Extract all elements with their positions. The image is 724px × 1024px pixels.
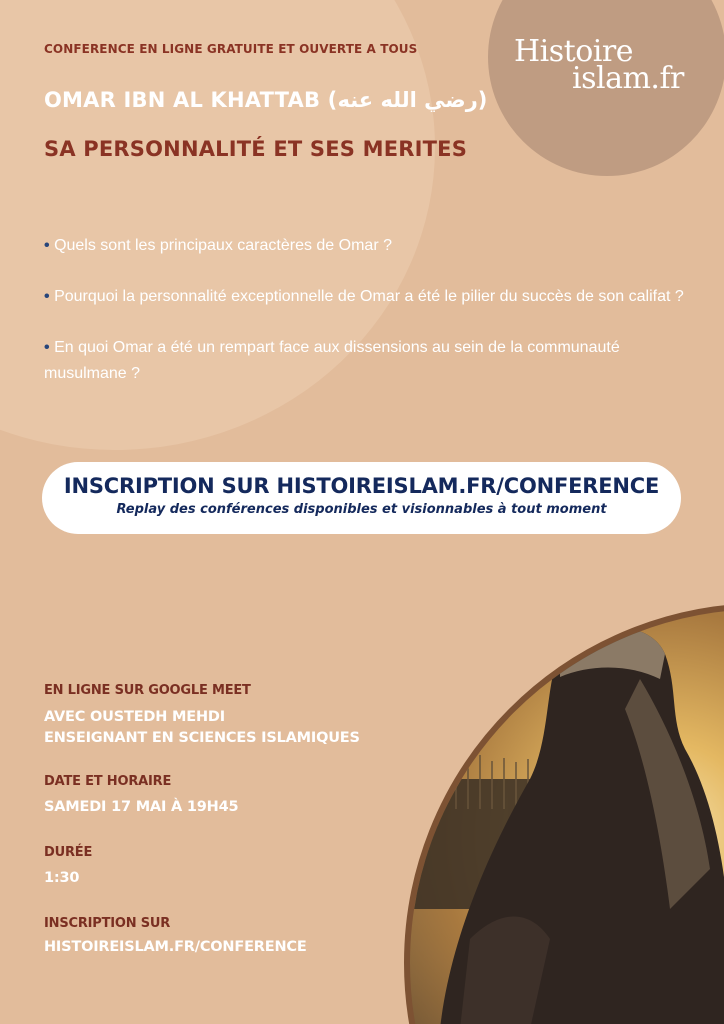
date-label: DATE ET HORAIRE [44, 774, 172, 789]
question-list [44, 233, 684, 412]
featured-illustration [404, 603, 724, 1024]
conference-title: OMAR IBN AL KHATTAB (رضي الله عنه) [44, 88, 488, 112]
event-type-label: CONFERENCE EN LIGNE GRATUITE ET OUVERTE A TOUS [44, 42, 418, 56]
conference-subtitle: SA PERSONNALITÉ ET SES MERITES [44, 137, 468, 161]
list-item [44, 233, 684, 259]
bullet-icon: • [44, 339, 50, 356]
site-logo[interactable] [514, 34, 714, 96]
signup-banner-link[interactable]: INSCRIPTION SUR HISTOIREISLAM.FR/CONFERENCE [63, 474, 660, 498]
signup-banner[interactable] [42, 462, 681, 534]
replay-note: Replay des conférences disponibles et visionnables à tout moment [116, 502, 607, 517]
speaker-role: ENSEIGNANT EN SCIENCES ISLAMIQUES [44, 730, 360, 746]
event-details [44, 683, 404, 958]
warrior-silhouette-image [410, 609, 724, 1024]
list-item [44, 335, 684, 387]
date-value: SAMEDI 17 MAI À 19H45 [44, 799, 239, 815]
question-text: Quels sont les principaux caractères de Omar ? [54, 237, 392, 254]
question-text: Pourquoi la personnalité exceptionnelle de Omar a été le pilier du succès de son califat ? [54, 288, 684, 305]
signup-link[interactable]: HISTOIREISLAM.FR/CONFERENCE [44, 939, 307, 955]
bullet-icon: • [44, 288, 50, 305]
speaker-name: AVEC OUSTEDH MEHDI [44, 709, 225, 725]
duration-value: 1:30 [44, 870, 80, 886]
platform-label: EN LIGNE SUR GOOGLE MEET [44, 683, 251, 698]
question-text: En quoi Omar a été un rempart face aux dissensions au sein de la communauté musulmane ? [44, 339, 620, 382]
signup-label: INSCRIPTION SUR [44, 916, 171, 931]
duration-label: DURÉE [44, 845, 93, 860]
logo-line-1: Histoire [514, 34, 633, 69]
list-item [44, 284, 684, 310]
bullet-icon: • [44, 237, 50, 254]
logo-line-2: islam.fr [572, 61, 684, 96]
